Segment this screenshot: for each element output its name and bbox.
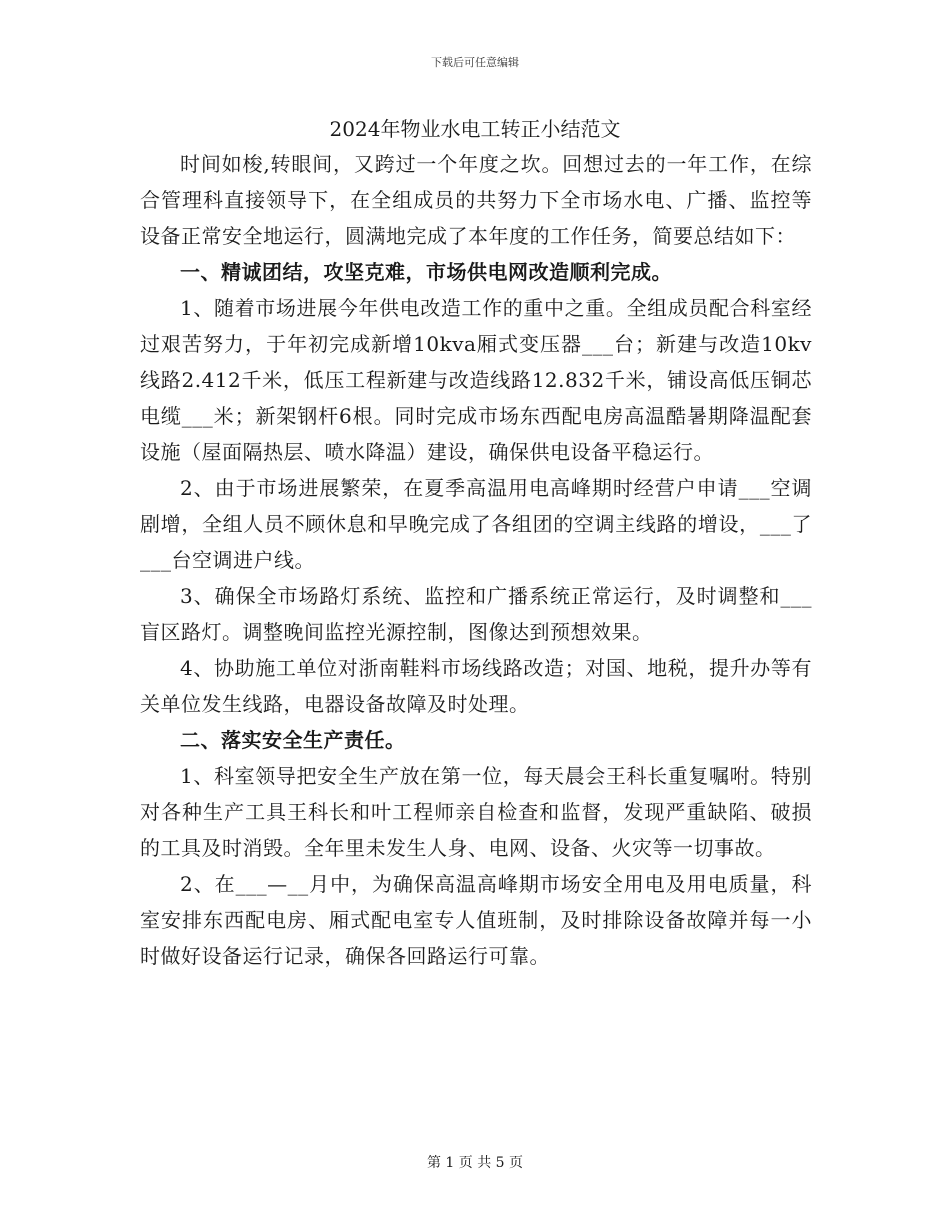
body-paragraph: 3、确保全市场路灯系统、监控和广播系统正常运行，及时调整和___盲区路灯。调整晚间监控光源控制，图像达到预想效果。 (140, 584, 812, 644)
page-header: 下载后可任意编辑 (431, 56, 519, 69)
section-heading-1: 一、精诚团结，攻坚克难，市场供电网改造顺利完成。 (180, 260, 672, 284)
body-paragraph: 1、科室领导把安全生产放在第一位，每天晨会王科长重复嘱咐。特别对各种生产工具王科长和叶工程师亲自检查和监督，发现严重缺陷、破损的工具及时消毁。全年里未发生人身、电网、设备、火灾等一切事故。 (140, 764, 812, 860)
body-paragraph: 4、协助施工单位对浙南鞋料市场线路改造；对国、地税，提升办等有关单位发生线路，电器设备故障及时处理。 (140, 656, 812, 716)
document-body (140, 146, 812, 974)
body-paragraph: 2、由于市场进展繁荣，在夏季高温用电高峰期时经营户申请___空调剧增，全组人员不顾休息和早晚完成了各组团的空调主线路的增设，___了___台空调进户线。 (140, 476, 812, 572)
document-title: 2024年物业水电工转正小结范文 (329, 117, 621, 141)
intro-paragraph: 时间如梭,转眼间，又跨过一个年度之坎。回想过去的一年工作，在综合管理科直接领导下，在全组成员的共努力下全市场水电、广播、监控等设备正常安全地运行，圆满地完成了本年度的工作任务，简要总结如下： (140, 152, 812, 248)
page-footer: 第 1 页 共 5 页 (426, 1155, 524, 1171)
body-paragraph: 2、在___—__月中，为确保高温高峰期市场安全用电及用电质量，科室安排东西配电房、厢式配电室专人值班制，及时排除设备故障并每一小时做好设备运行记录，确保各回路运行可靠。 (140, 872, 812, 968)
body-paragraph: 1、随着市场进展今年供电改造工作的重中之重。全组成员配合科室经过艰苦努力，于年初完成新增10kva厢式变压器___台；新建与改造10kv线路2.412千米，低压工程新建与改造线路12.832千米，铺设高低压铜芯电缆___米；新架钢杆6根。同时完成市场东西配电房高温酷暑期降温配套设施（屋面隔热层、喷水降温）建设，确保供电设备平稳运行。 (140, 296, 812, 464)
section-heading-2: 二、落实安全生产责任。 (180, 728, 406, 752)
